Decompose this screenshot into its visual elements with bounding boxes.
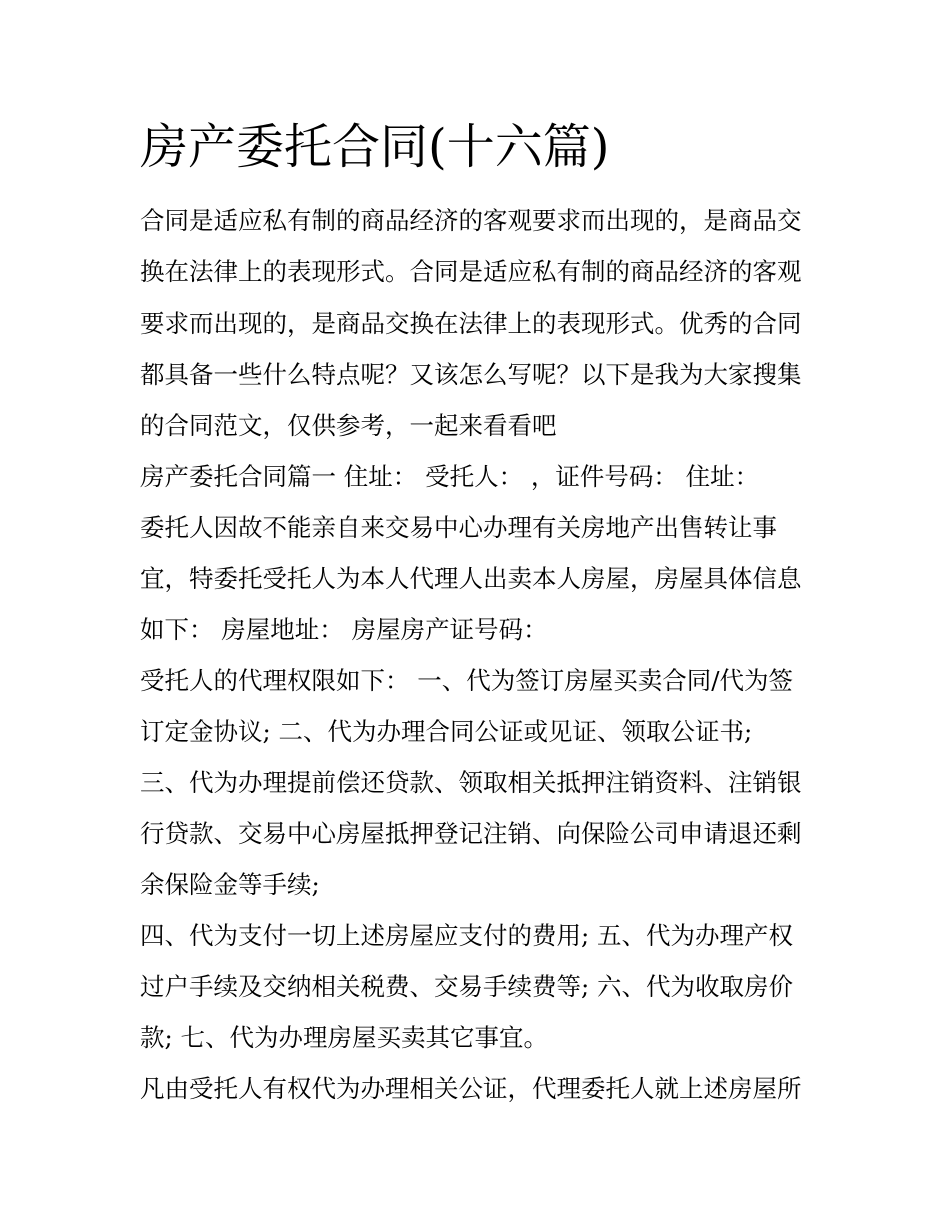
- intro-paragraph-line-3: 要求而出现的，是商品交换在法律上的表现形式。优秀的合同: [140, 309, 802, 338]
- entrust-paragraph-line-2: 宜，特委托受托人为本人代理人出卖本人房屋，房屋具体信息: [140, 564, 802, 593]
- authority-paragraph-line-2: 订定金协议; 二、代为办理合同公证或见证、领取公证书;: [140, 717, 753, 746]
- clause-four-line-2: 过户手续及交纳相关税费、交易手续费等; 六、代为收取房价: [140, 972, 794, 1001]
- intro-paragraph-line-4: 都具备一些什么特点呢？又该怎么写呢？以下是我为大家搜集: [140, 360, 802, 389]
- clause-three-line-3: 余保险金等手续;: [140, 870, 320, 899]
- entrust-paragraph-line-1: 委托人因故不能亲自来交易中心办理有关房地产出售转让事: [140, 513, 777, 542]
- contract-header-line: 房产委托合同篇一 住址： 受托人： ，证件号码： 住址：: [140, 462, 760, 491]
- clause-four-line-1: 四、代为支付一切上述房屋应支付的费用; 五、代为办理产权: [140, 921, 794, 950]
- intro-paragraph-line-2: 换在法律上的表现形式。合同是适应私有制的商品经济的客观: [140, 257, 802, 286]
- authority-paragraph-line-1: 受托人的代理权限如下： 一、代为签订房屋买卖合同/代为签: [140, 666, 794, 695]
- final-paragraph-line-1: 凡由受托人有权代为办理相关公证，代理委托人就上述房屋所: [140, 1074, 802, 1103]
- entrust-paragraph-line-3: 如下： 房屋地址： 房屋房产证号码：: [140, 615, 548, 644]
- intro-paragraph-line-1: 合同是适应私有制的商品经济的客观要求而出现的，是商品交: [140, 206, 802, 235]
- clause-three-line-2: 行贷款、交易中心房屋抵押登记注销、向保险公司申请退还剩: [140, 819, 802, 848]
- clause-three-line-1: 三、代为办理提前偿还贷款、领取相关抵押注销资料、注销银: [140, 768, 802, 797]
- document-title: 房产委托合同(十六篇): [140, 119, 610, 175]
- intro-paragraph-line-5: 的合同范文，仅供参考，一起来看看吧: [140, 411, 557, 440]
- clause-four-line-3: 款; 七、代为办理房屋买卖其它事宜。: [140, 1023, 549, 1052]
